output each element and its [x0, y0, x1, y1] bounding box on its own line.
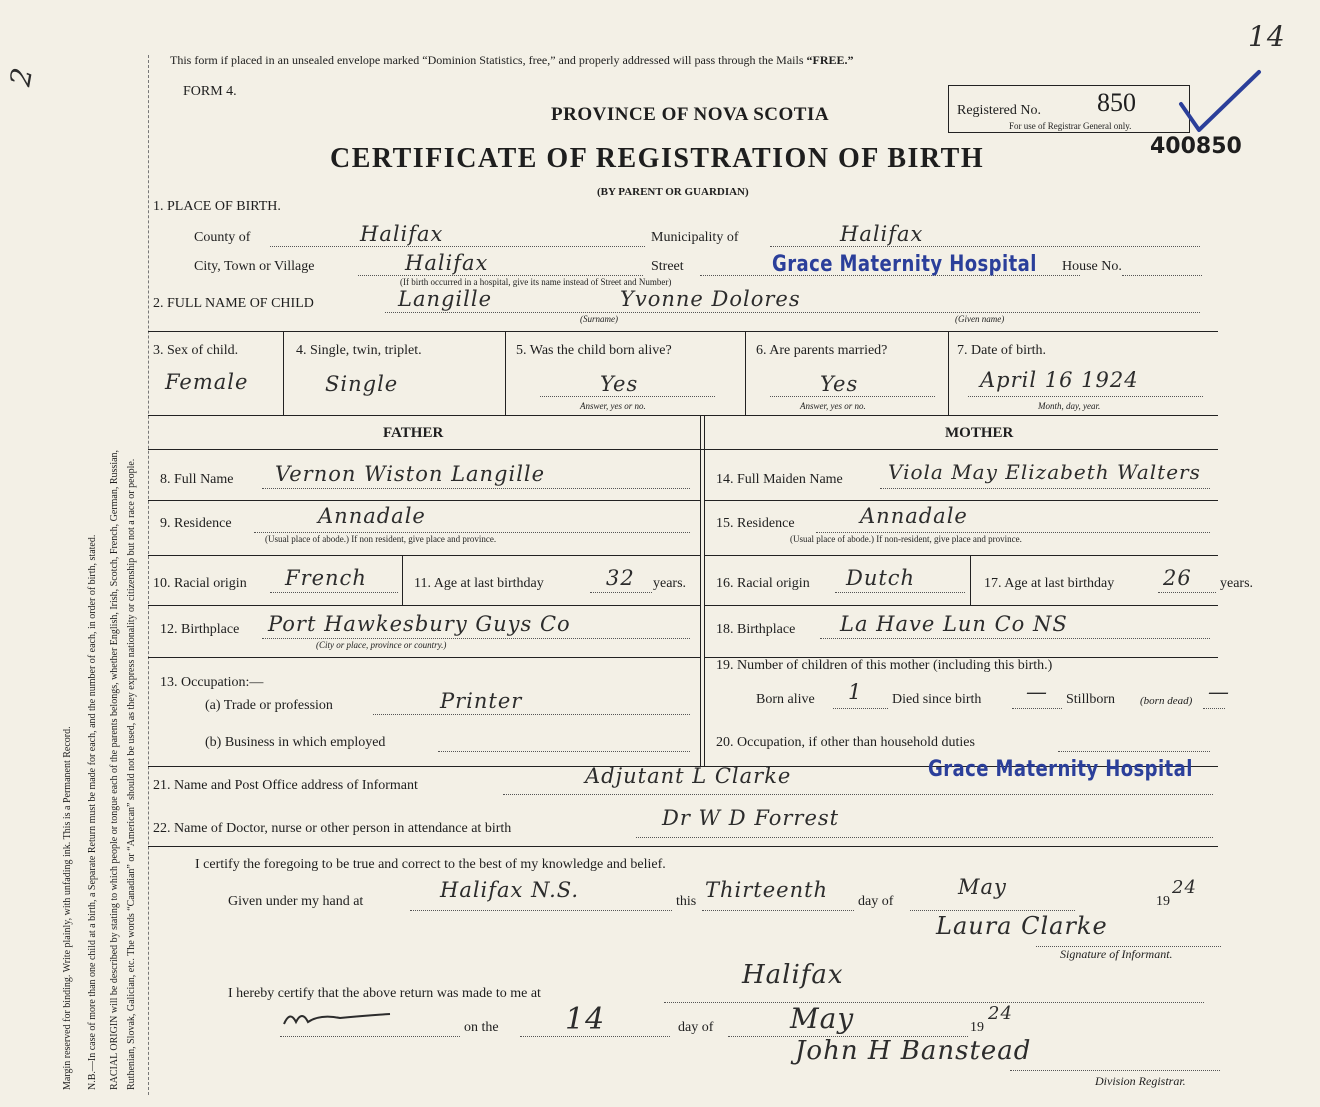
father-residence-caption: (Usual place of abode.) If non resident, give place and province.	[265, 534, 497, 544]
registered-label: Registered No.	[957, 103, 1041, 118]
place-of-birth-label: 1. PLACE OF BIRTH.	[153, 199, 281, 214]
mother-racial-origin-value: Dutch	[846, 566, 916, 590]
mother-residence-caption: (Usual place of abode.) If non-resident, give place and province.	[790, 534, 1022, 544]
registrar-statement: I hereby certify that the above return was made to me at	[228, 986, 541, 1001]
father-age-unit: years.	[653, 576, 687, 591]
day-of-label: day of	[858, 894, 894, 909]
born-alive-count-label: Born alive	[756, 692, 815, 707]
father-age-value: 32	[606, 566, 635, 590]
registered-value: 850	[1097, 88, 1136, 117]
parents-married-caption: Answer, yes or no.	[800, 401, 866, 411]
mother-age-value: 26	[1163, 566, 1192, 590]
father-birthplace-caption: (City or place, province or country.)	[316, 640, 447, 650]
father-trade-label: (a) Trade or profession	[205, 698, 333, 713]
certification-statement: I certify the foregoing to be true and correct to the best of my knowledge and belief.	[195, 857, 666, 872]
house-number-label: House No.	[1062, 259, 1122, 274]
mother-birthplace-value: La Have Lun Co NS	[840, 612, 1068, 636]
doctor-value: Dr W D Forrest	[662, 806, 840, 830]
informant-signature: Laura Clarke	[936, 912, 1108, 940]
form-number: FORM 4.	[183, 84, 237, 99]
child-name-label: 2. FULL NAME OF CHILD	[153, 296, 314, 311]
father-residence-label: 9. Residence	[160, 516, 232, 531]
father-occupation-label: 13. Occupation:—	[160, 675, 264, 690]
father-residence-value: Annadale	[318, 504, 426, 528]
given-name-caption: (Given name)	[955, 314, 1005, 324]
certificate-title: CERTIFICATE OF REGISTRATION OF BIRTH	[330, 143, 985, 174]
registrar-signature: John H Banstead	[795, 1036, 1032, 1066]
mother-heading: MOTHER	[945, 425, 1014, 441]
registrar-year-value: 24	[988, 1003, 1013, 1024]
child-surname-value: Langille	[398, 287, 493, 311]
father-name-value: Vernon Wiston Langille	[275, 462, 546, 486]
father-age-label: 11. Age at last birthday	[414, 576, 544, 591]
sex-label: 3. Sex of child.	[153, 343, 239, 358]
given-under-hand-label: Given under my hand at	[228, 894, 364, 909]
check-mark-icon	[1175, 66, 1265, 138]
mother-birthplace-label: 18. Birthplace	[716, 622, 796, 637]
father-heading: FATHER	[383, 425, 444, 441]
registrar-note: For use of Registrar General only.	[1009, 121, 1132, 131]
died-since-birth-value: —	[1026, 680, 1048, 704]
certification-year-value: 24	[1172, 877, 1197, 898]
certification-place-value: Halifax N.S.	[440, 878, 580, 902]
registered-number-box	[948, 85, 1190, 133]
doctor-label: 22. Name of Doctor, nurse or other person in attendance at birth	[153, 821, 512, 836]
registrar-place-value: Halifax	[742, 960, 844, 990]
informant-label: 21. Name and Post Office address of Informant	[153, 778, 418, 793]
mother-occupation-label: 20. Occupation, if other than household duties	[716, 735, 975, 750]
certification-month-value: May	[958, 875, 1007, 899]
father-trade-value: Printer	[440, 689, 523, 713]
born-alive-caption: Answer, yes or no.	[580, 401, 646, 411]
municipality-label: Municipality of	[651, 230, 739, 245]
street-hospital-stamp: Grace Maternity Hospital	[772, 252, 1037, 277]
born-alive-value: Yes	[600, 372, 639, 396]
registrar-month-value: May	[790, 1002, 855, 1035]
binding-margin-line	[148, 55, 149, 1095]
county-value: Halifax	[360, 222, 444, 246]
division-registrar-caption: Division Registrar.	[1095, 1074, 1186, 1088]
plurality-value: Single	[325, 372, 399, 396]
margin-note-line-2: N.B.—In case of more than one child at a birth, a Separate Return must be made for each, and the number of each, in order of birth, stated.	[87, 534, 98, 1090]
mother-children-label: 19. Number of children of this mother (including this birth.)	[716, 658, 1053, 673]
born-alive-count-value: 1	[848, 680, 863, 704]
corner-number: 14	[1248, 20, 1286, 53]
stillborn-value: —	[1208, 680, 1230, 704]
city-value: Halifax	[405, 251, 489, 275]
province-heading: PROVINCE OF NOVA SCOTIA	[551, 104, 830, 125]
date-of-birth-value: April 16 1924	[980, 368, 1139, 392]
on-the-label: on the	[464, 1020, 499, 1035]
father-racial-origin-label: 10. Racial origin	[153, 576, 247, 591]
hospital-note: (If birth occurred in a hospital, give its name instead of Street and Number)	[400, 277, 672, 287]
plurality-label: 4. Single, twin, triplet.	[296, 343, 422, 358]
child-given-name-value: Yvonne Dolores	[620, 287, 801, 311]
registrar-year-prefix: 19	[970, 1020, 984, 1035]
certification-day-value: Thirteenth	[705, 878, 829, 902]
sex-value: Female	[165, 370, 249, 394]
stamped-number: 400850	[1150, 134, 1242, 159]
registrar-day-value: 14	[565, 1002, 606, 1037]
registrar-day-of-label: day of	[678, 1020, 714, 1035]
mother-age-unit: years.	[1220, 576, 1254, 591]
father-birthplace-label: 12. Birthplace	[160, 622, 240, 637]
street-label: Street	[651, 259, 684, 274]
informant-hospital-stamp: Grace Maternity Hospital	[928, 757, 1193, 782]
father-racial-origin-value: French	[285, 566, 367, 590]
mother-racial-origin-label: 16. Racial origin	[716, 576, 810, 591]
stillborn-label: Stillborn	[1066, 692, 1116, 707]
margin-note-line-1: Margin reserved for binding. Write plainly, with unfading ink. This is a Permanent Record.	[62, 726, 73, 1090]
date-of-birth-caption: Month, day, year.	[1038, 401, 1101, 411]
born-alive-label: 5. Was the child born alive?	[516, 343, 672, 358]
mother-name-label: 14. Full Maiden Name	[716, 472, 843, 487]
certificate-subtitle: (BY PARENT OR GUARDIAN)	[597, 186, 749, 198]
county-label: County of	[194, 230, 251, 245]
surname-caption: (Surname)	[580, 314, 618, 324]
parents-married-value: Yes	[820, 372, 859, 396]
mother-residence-value: Annadale	[860, 504, 968, 528]
margin-note-line-3: RACIAL ORIGIN will be described by stating to which people or tongue each of the parents belongs, whether English, Irish, Scotch, French, German, Russian,	[109, 449, 120, 1090]
mother-name-value: Viola May Elizabeth Walters	[888, 460, 1201, 484]
mother-residence-label: 15. Residence	[716, 516, 795, 531]
father-name-label: 8. Full Name	[160, 472, 234, 487]
certification-year-prefix: 19	[1156, 894, 1170, 909]
father-birthplace-value: Port Hawkesbury Guys Co	[268, 612, 571, 636]
parents-married-label: 6. Are parents married?	[756, 343, 888, 358]
corner-mark: 2	[3, 64, 40, 89]
died-since-birth-label: Died since birth	[892, 692, 982, 707]
informant-value: Adjutant L Clarke	[585, 764, 792, 788]
mother-age-label: 17. Age at last birthday	[984, 576, 1115, 591]
this-label: this	[676, 894, 697, 909]
father-business-label: (b) Business in which employed	[205, 735, 386, 750]
city-label: City, Town or Village	[194, 259, 315, 274]
margin-note-line-4: Ruthenian, Slovak, Galician, etc. The words “Canadian” or “American” should not be used, as they express nationality or citizenship but not a race or people.	[126, 458, 137, 1090]
stillborn-caption: (born dead)	[1140, 695, 1193, 707]
mailing-notice: This form if placed in an unsealed envelope marked “Dominion Statistics, free,” and properly addressed will pass through the Mails “FREE.”	[170, 53, 854, 67]
registrar-scribble-icon	[280, 1002, 400, 1032]
municipality-value: Halifax	[840, 222, 924, 246]
informant-signature-caption: Signature of Informant.	[1060, 947, 1173, 961]
date-of-birth-label: 7. Date of birth.	[957, 343, 1047, 358]
